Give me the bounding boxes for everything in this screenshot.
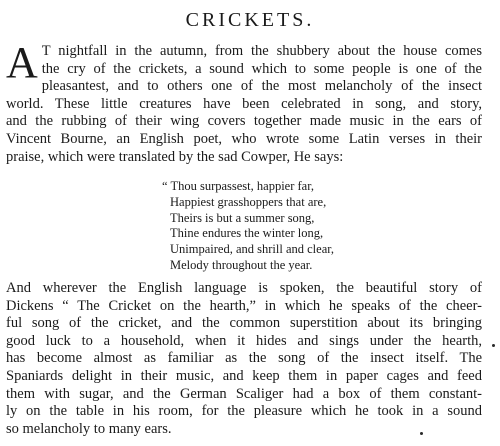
poem-quote <box>162 179 402 274</box>
text-line: them with sugar, and the German Scaliger had a box of them constant- <box>6 385 482 402</box>
text-line: T nightfall in the autumn, from the shubbery about the house comes <box>41 43 482 59</box>
text-line: so melancholy to many ears. <box>6 420 172 437</box>
text-line: has become almost as familiar as the song of the insect itself. The <box>6 350 482 367</box>
paragraph-dickens <box>6 280 482 438</box>
poem-line: Melody throughout the year. <box>170 257 313 272</box>
text-line: good luck to a household, when it hides and sings under the hearth, <box>6 332 482 349</box>
text-line: ly on the table in his room, for the pleasure which he took in a sound <box>6 403 482 420</box>
text-line: ful song of the cricket, and the common superstition about its bringing <box>6 315 482 332</box>
text-line: world. These little creatures have been celebrated in song, and story, <box>6 95 482 112</box>
text-line: and the rubbing of their wing covers together made music in the ears of <box>6 113 482 130</box>
drop-cap-letter: A <box>6 38 38 87</box>
text-line: praise, which were translated by the sad Cowper, He says: <box>6 148 344 165</box>
text-line: Spaniards delight in their music, and keep them in paper cages and feed <box>6 367 482 384</box>
text-line: And wherever the English language is spoken, the beautiful story of <box>6 280 482 296</box>
text-line: Dickens “ The Cricket on the hearth,” in which he speaks of the cheer- <box>6 297 482 314</box>
print-speck <box>420 432 423 435</box>
poem-line: Theirs is but a summer song, <box>170 210 315 225</box>
text-line: the cry of the crickets, a sound which to some people is one of the <box>41 60 482 77</box>
text-line: pleasantest, and to others one of the most melancholy of the insect <box>41 78 482 95</box>
print-speck <box>492 344 495 347</box>
paragraph-intro <box>6 38 482 166</box>
text-line: Vincent Bourne, an English poet, who wrote some Latin verses in their <box>6 130 482 147</box>
poem-line: Happiest grasshoppers that are, <box>170 194 327 209</box>
poem-line: “ Thou surpassest, happier far, <box>162 179 315 193</box>
page-title: CRICKETS. <box>185 9 315 31</box>
poem-line: Thine endures the winter long, <box>170 226 324 241</box>
poem-line: Unimpaired, and shrill and clear, <box>170 242 335 257</box>
